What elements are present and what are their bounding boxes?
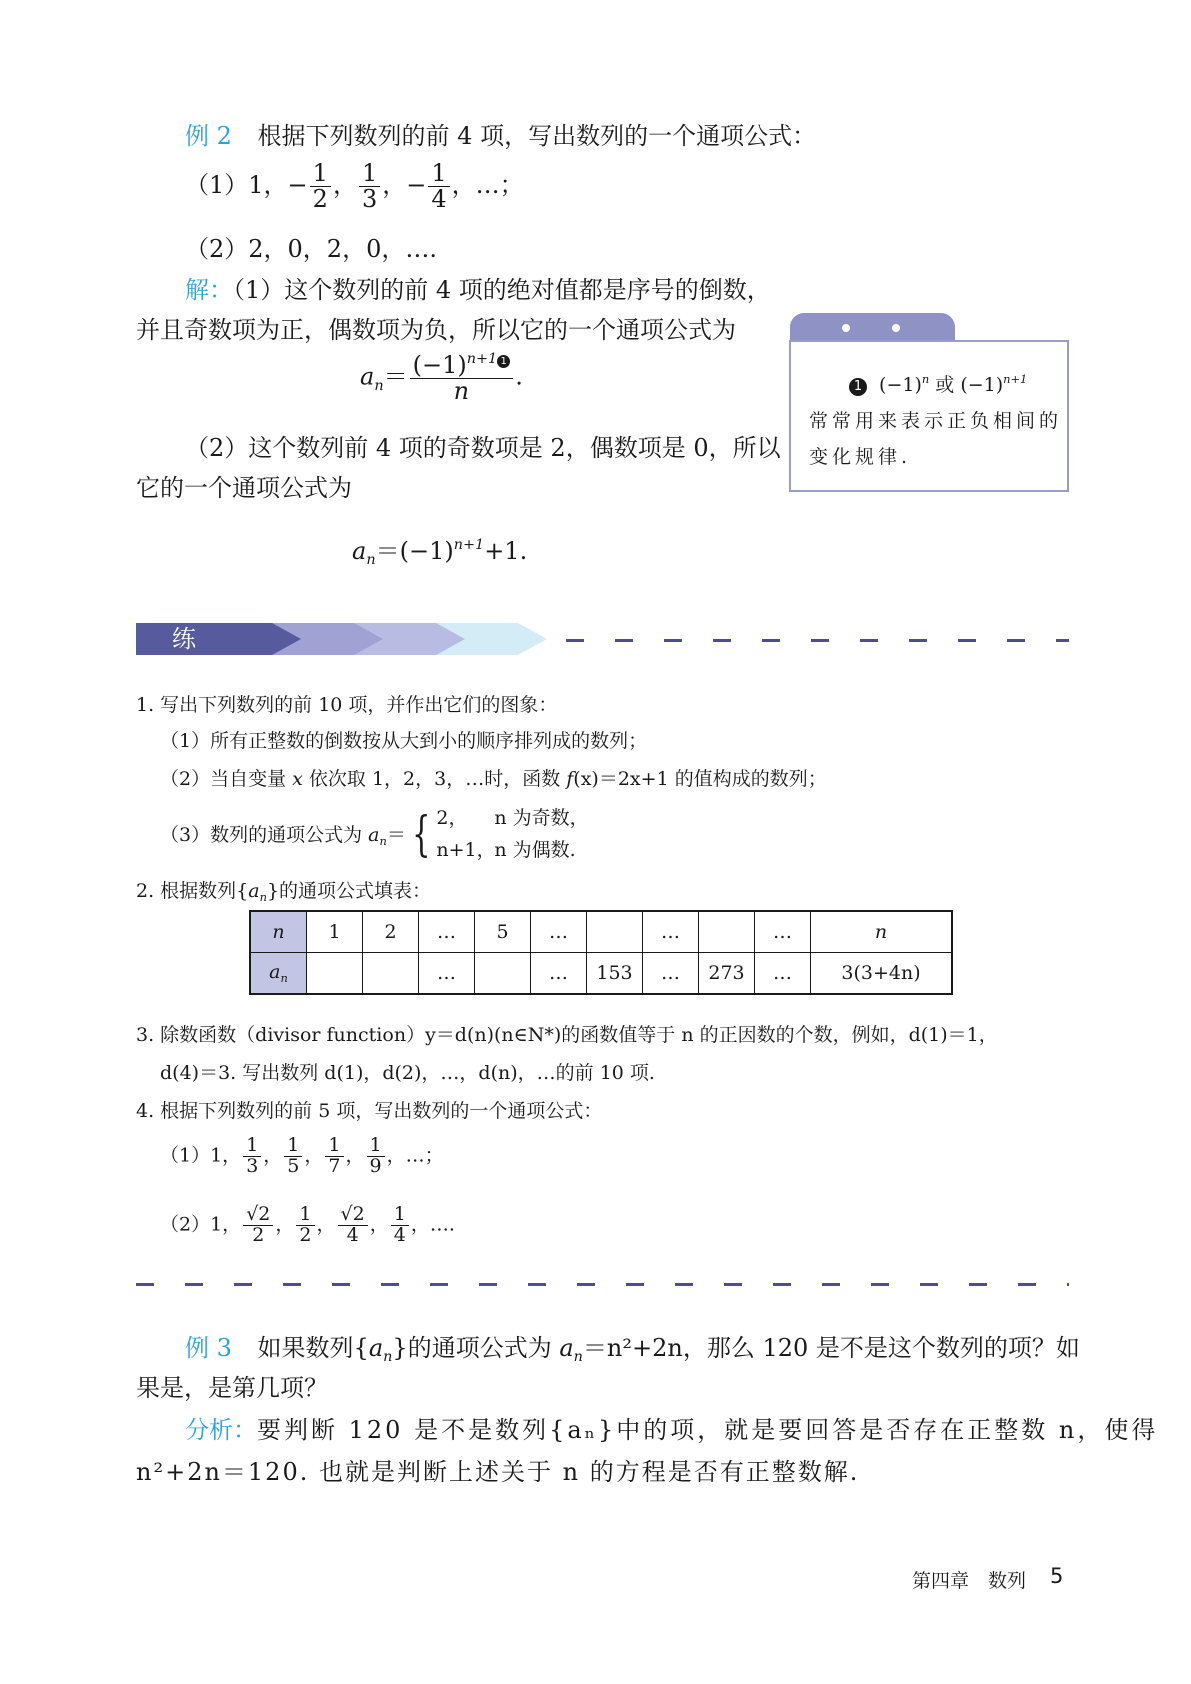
question-4: 4. 根据下列数列的前 5 项，写出数列的一个通项公式：: [136, 1100, 603, 1122]
solution-line-2: 并且奇数项为正，偶数项为负，所以它的一个通项公式为: [136, 316, 736, 344]
formula-1: $a_n=$ $\frac{(-1)^{n+1} 1}{n}$ .: [360, 351, 523, 406]
solution-line-1: 解：（1）这个数列的前 4 项的绝对值都是序号的倒数，: [185, 276, 771, 304]
table-cell: …: [755, 953, 811, 995]
table-cell: [475, 953, 531, 995]
page-number: 5: [1050, 1564, 1064, 1588]
fill-in-table: [249, 910, 953, 995]
table-cell: …: [531, 953, 587, 995]
table-cell: …: [419, 953, 475, 995]
side-note-line-1: 1 $(-1)^n$ 或 $(-1)^{n+1}$: [849, 370, 1027, 397]
footnote-marker-icon: 1: [497, 355, 510, 368]
table-cell: …: [419, 911, 475, 953]
fraction: $\frac{1}{4}$: [428, 161, 449, 212]
table-cell: [307, 953, 363, 995]
table-cell: …: [755, 911, 811, 953]
table-cell: $a_n$: [250, 953, 307, 995]
question-4-part-2: （2）1， $\frac{√2}{2}$ ， $\frac{1}{2}$ ， $\frac{√2}{4}$ ， $\frac{1}{4}$ ，….: [160, 1203, 455, 1246]
table-cell: [363, 953, 419, 995]
table-cell: …: [643, 911, 699, 953]
example-3-line-1: 例 3 如果数列$\{a_n\}$的通项公式为 $a_n=n^2+2n$，那么 120 是不是这个数列的项？如: [185, 1334, 1080, 1366]
fraction: $\frac{1}{4}$: [391, 1205, 409, 1246]
solution-line-3: （2）这个数列前 4 项的奇数项是 2，偶数项是 0，所以: [185, 434, 781, 462]
problem-2: （2）2，0，2，0，….: [185, 235, 437, 263]
question-1-part-3: （3）数列的通项公式为 $a_n=$ { 2， n 为奇数， n+1，n 为偶数.: [160, 802, 589, 862]
table-cell: 3(3+4n): [811, 953, 953, 995]
solution-label: 解：: [185, 276, 233, 304]
fraction: $\frac{√2}{2}$: [243, 1205, 273, 1246]
question-4-part-1: （1）1， $\frac{1}{3}$ ， $\frac{1}{5}$ ， $\frac{1}{7}$ ， $\frac{1}{9}$ ，…；: [160, 1134, 444, 1177]
fraction: $\frac{1}{2}$: [296, 1205, 314, 1246]
example-3-line-2: 果是，是第几项？: [136, 1374, 328, 1402]
solution-line-4: 它的一个通项公式为: [136, 474, 352, 502]
fraction: $\frac{1}{3}$: [243, 1136, 261, 1177]
question-1-part-1: （1）所有正整数的倒数按从大到小的顺序排列成的数列；: [160, 730, 648, 752]
example-label: 例 2: [185, 122, 232, 150]
table-cell: n: [250, 911, 307, 953]
analysis-label: 分析：: [185, 1416, 257, 1444]
chapter-footer: 第四章 数列: [912, 1570, 1027, 1592]
fraction: $\frac{1}{5}$: [284, 1136, 302, 1177]
example-label: 例 3: [185, 1334, 232, 1362]
side-note: [789, 340, 1069, 492]
table-cell: [587, 911, 643, 953]
practice-top-divider: [566, 639, 1069, 642]
left-brace-icon: {: [411, 806, 431, 863]
table-cell: 153: [587, 953, 643, 995]
minus-sign: −: [287, 171, 308, 200]
table-cell: 2: [363, 911, 419, 953]
formula-fraction: $\frac{(-1)^{n+1} 1}{n}$: [410, 352, 514, 404]
question-1: 1. 写出下列数列的前 10 项，并作出它们的图象：: [136, 694, 558, 716]
dot-icon: [892, 324, 900, 332]
table-cell: 5: [475, 911, 531, 953]
question-3-line-2: d(4)＝3. 写出数列 d(1)，d(2)，…，d(n)，…的前 10 项.: [160, 1062, 655, 1084]
question-3-line-1: 3. 除数函数（divisor function）y＝d(n)(n∈N*)的函数值等于 n 的正因数的个数，例如，d(1)＝1，: [136, 1024, 998, 1046]
banner-chevrons-icon: [136, 623, 556, 685]
table-cell: [699, 911, 755, 953]
table-cell: …: [643, 953, 699, 995]
fraction: $\frac{1}{7}$: [325, 1136, 343, 1177]
table-cell: 273: [699, 953, 755, 995]
example-stem: 根据下列数列的前 4 项，写出数列的一个通项公式：: [257, 122, 817, 150]
piecewise-cases: 2， n 为奇数， n+1，n 为偶数.: [436, 807, 589, 862]
table-row: [250, 953, 952, 995]
practice-label: 练习: [172, 625, 198, 685]
problem-1-prefix: （1）1，: [185, 171, 288, 200]
fraction: $\frac{1}{2}$: [310, 161, 331, 212]
side-note-tab: [790, 313, 955, 343]
dot-icon: [842, 324, 850, 332]
table-cell: …: [531, 911, 587, 953]
formula-2: $a_n=(-1)^{n+1}+1$.: [352, 536, 528, 569]
fraction: $\frac{1}{3}$: [359, 161, 380, 212]
analysis-line-2: n²+2n＝120. 也就是判断上述关于 n 的方程是否有正整数解.: [136, 1458, 860, 1486]
fraction: $\frac{√2}{4}$: [338, 1205, 368, 1246]
side-note-line-2: 常常用来表示正负相间的: [809, 410, 1063, 432]
table-cell: n: [811, 911, 953, 953]
problem-1: （1）1，− $\frac{1}{2}$ ， $\frac{1}{3}$ ，− $\frac{1}{4}$ ，…；: [185, 159, 524, 214]
question-1-part-2: （2）当自变量 x 依次取 1，2，3，…时，函数 f(x)＝2x+1 的值构成的数列；: [160, 768, 827, 790]
question-2: 2. 根据数列$\{a_n\}$的通项公式填表：: [136, 880, 432, 904]
table-cell: 1: [307, 911, 363, 953]
table-row: [250, 911, 952, 953]
side-note-line-3: 变化规律.: [809, 446, 912, 468]
fraction: $\frac{1}{9}$: [367, 1136, 385, 1177]
practice-bottom-divider: [136, 1283, 1069, 1286]
analysis-line-1: 分析：要判断 120 是不是数列{aₙ}中的项，就是要回答是否存在正整数 n，使得: [185, 1416, 1159, 1444]
footnote-marker-icon: 1: [849, 378, 867, 396]
example-2-heading: [185, 116, 816, 151]
